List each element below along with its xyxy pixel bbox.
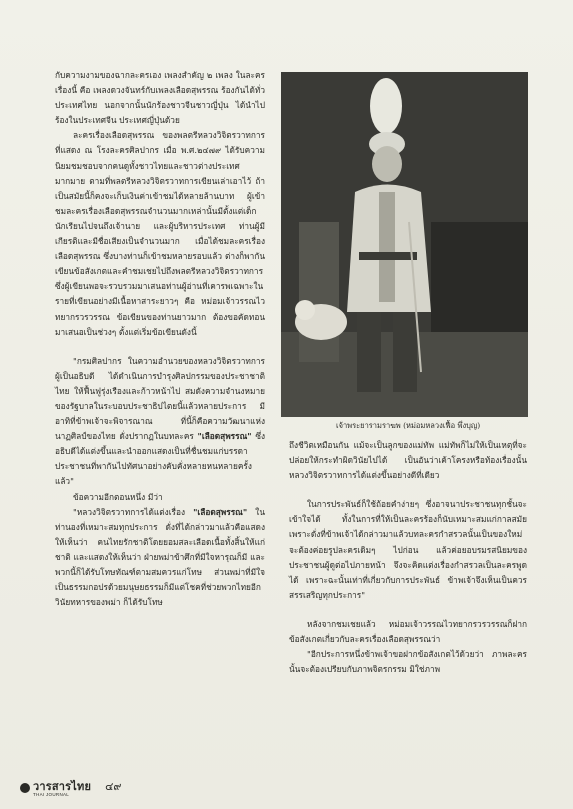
quote-text: "หลวงวิจิตรวาทการได้แต่งเรื่อง bbox=[73, 506, 186, 517]
paragraph: กับความงามของฉากละครเอง เพลงสำคัญ ๒ เพลง ในละครเรื่องนี้ คือ เพลงดวงจันทร์กับเพลงเลือดสุพรรณ ร้องกันได้ทั่วประเทศไทย นอกจากนั้นนักร้องชาวจีนชาวญี่ปุ่น ได้นำไปร้องในประเทศจีน ประเทศญี่ปุ่นด้วย bbox=[55, 70, 265, 126]
quote-text: ซึ่งอธิบดีได้แต่งขึ้นและนำออกแสดงเป็นที่ชื่นชมแก่บรรดาประชาชนที่พากันไปทัศนาอย่างคับคั่งหลายหนหลายครั้งแล้ว" bbox=[55, 431, 265, 487]
paragraph-gap bbox=[55, 340, 265, 354]
play-title: "เลือดสุพรรณ" bbox=[197, 431, 252, 442]
page-footer bbox=[20, 777, 220, 797]
portrait-photo bbox=[281, 72, 528, 417]
paragraph: ในการประพันธ์ก็ใช้ถ้อยคำง่ายๆ ซึ่งอาจนาประชาชนทุกชั้นจะเข้าใจได้ ทั้งในการที่ให้เป็นละครร้องก็นับเหมาะสมแก่กาลสมัย เพราะดั่งที่ข้าพเจ้าได้กล่าวมาแล้วบทละครกำสรวลนั้นเป็นของใหม่จะต้องค่อยรูปละครเดิมๆ ไปก่อน แล้วค่อยอบรมรสนิยมของประชาชนผู้ดูต่อไปภายหน้า จึงจะคิดแต่งเรื่องกำสรวลเป็นละครพูดได้ เพราะฉะนั้นเท่าที่เกี่ยวกับการประพันธ์ ข้าพเจ้าจึงเห็นเป็นควรสรรเสริญทุกประการ" bbox=[289, 499, 527, 600]
quote-paragraph: "อีกประการหนึ่งข้าพเจ้าขอฝากข้อสังเกตไว้ด้วยว่า ภาพละครนั้นจะต้องเปรียบกับภาพจิตรกรรม มิใช่ภาพ bbox=[289, 649, 527, 675]
paragraph: ถึงชีวิตเหมือนกัน แม้จะเป็นลูกของแม่ทัพ แม่ทัพก็ไม่ให้เป็นเหตุที่จะปล่อยให้กระทำผิดวินัยไปได้ เป็นอันว่าเค้าโครงหรือท้องเรื่องนั้น หลวงวิจิตรวาทการได้แต่งขึ้นอย่างดีที่เดียว bbox=[289, 440, 527, 481]
right-column bbox=[289, 438, 527, 677]
paragraph: ละครเรื่องเลือดสุพรรณ ของพลตรีหลวงวิจิตรวาทการที่แสดง ณ โรงละครศิลปากร เมื่อ พ.ศ.๒๔๗๙ ได้รับความนิยมชมชอบจากคนดูทั้งชาวไทยและชาวต่างประเทศมากมาย ตามที่พลตรีหลวงวิจิตรวาทการเขียนเล่าเอาไว้ ถ้าเป็นสมัยนี้ก็คงจะเก็บเงินค่าเข้าชมได้หลายล้านบาท ผู้เข้าชมละครเรื่องเลือดสุพรรณจำนวนมากเหล่านั้นมีตั้งแต่เด็กนักเรียนไปจนถึงเจ้านาย และผู้บริหารประเทศ ท่านผู้มีเกียรติและมีชื่อเสียงเป็นจำนวนมาก เมื่อได้ชมละครเรื่องเลือดสุพรรณ ซึ่งบางท่านก็เข้าชมหลายรอบแล้ว ต่างก็พากันเขียนข้อสังเกตและคำชมเชยไปถึงพลตรีหลวงวิจิตรวาทการ ซึ่งผู้เขียนพอจะรวบรวมมาเสนอท่านผู้อ่านที่เคารพเฉพาะในรายที่เขียนอย่างมีเนื้อหาสาระยาวๆ คือ หม่อมเจ้าวรรณไวทยากรวรวรรณ ข้อเขียนของท่านยาวมาก ต้องขอคัดทอนมาเสนอเป็นช่วงๆ ตั้งแต่เริ่มข้อเขียนดังนี้ bbox=[55, 130, 265, 337]
paragraph-gap bbox=[289, 603, 527, 617]
quote-paragraph bbox=[55, 505, 265, 611]
quote-paragraph bbox=[55, 354, 265, 490]
quote-text: "กรมศิลปากร ในความอำนวยของหลวงวิจิตรวาทการ ผู้เป็นอธิบดี ได้ดำเนินการบำรุงศิลปกรรมของประชาชาติไทย ให้ฟื้นฟูรุ่งเรืองและก้าวหน้าไป สมดังความจำนงหมายของรัฐบาลในระบอบประชาธิปไตยนี้แล้วหลายประการ มีอาทิที่ข้าพเจ้าจะพิจารณาณ ที่นี้ก็คือความวัฒนาแห่งนาฏศิลป์ของไทย ดั่งปรากฏในบทละคร bbox=[55, 355, 265, 442]
left-column bbox=[55, 68, 265, 610]
journal-name: วารสารไทย bbox=[33, 779, 92, 793]
photo-caption: เจ้าพระยารามราฆพ (หม่อมหลวงเฟื้อ พึ่งบุญ) bbox=[336, 421, 481, 430]
play-title: "เลือดสุพรรณ" bbox=[193, 506, 248, 517]
journal-logo bbox=[33, 781, 91, 798]
journal-name-english: THAI JOURNAL bbox=[33, 791, 70, 797]
paragraph-gap bbox=[289, 483, 527, 497]
paragraph: ข้อความอีกตอนหนึ่ง มีว่า bbox=[73, 491, 163, 502]
page-number: ๔๙ bbox=[105, 780, 122, 793]
paragraph: หลังจากชมเชยแล้ว หม่อมเจ้าวรรณไวทยากรวรวรรณก็ฝากข้อสังเกตเกี่ยวกับละครเรื่องเลือดสุพรรณว่า bbox=[289, 618, 527, 645]
journal-logo-icon bbox=[20, 783, 30, 793]
quote-text: ในท่านองที่เหมาะสมทุกประการ ดั่งที่ได้กล่าวมาแล้วคือแสดงให้เห็นว่า คนไทยรักชาติโดยยอมสละเลือดเนื้อทั้งสิ้นให้แก่ชาติ และแสดงให้เห็นว่า ฝ่ายพม่าข้าศึกที่มีใจหารุณก็มี และพวกนี้ก็ได้รับโทษทัณฑ์ตามสมควรแก่โทษ ส่วนพม่าที่มีใจเป็นธรรมกอปรด้วยมนุษยธรรมก็มีแต่โชคที่ช่วยพวกไทยอีกวินัยทหารของพม่า ก็ได้รับโทษ bbox=[55, 506, 265, 608]
